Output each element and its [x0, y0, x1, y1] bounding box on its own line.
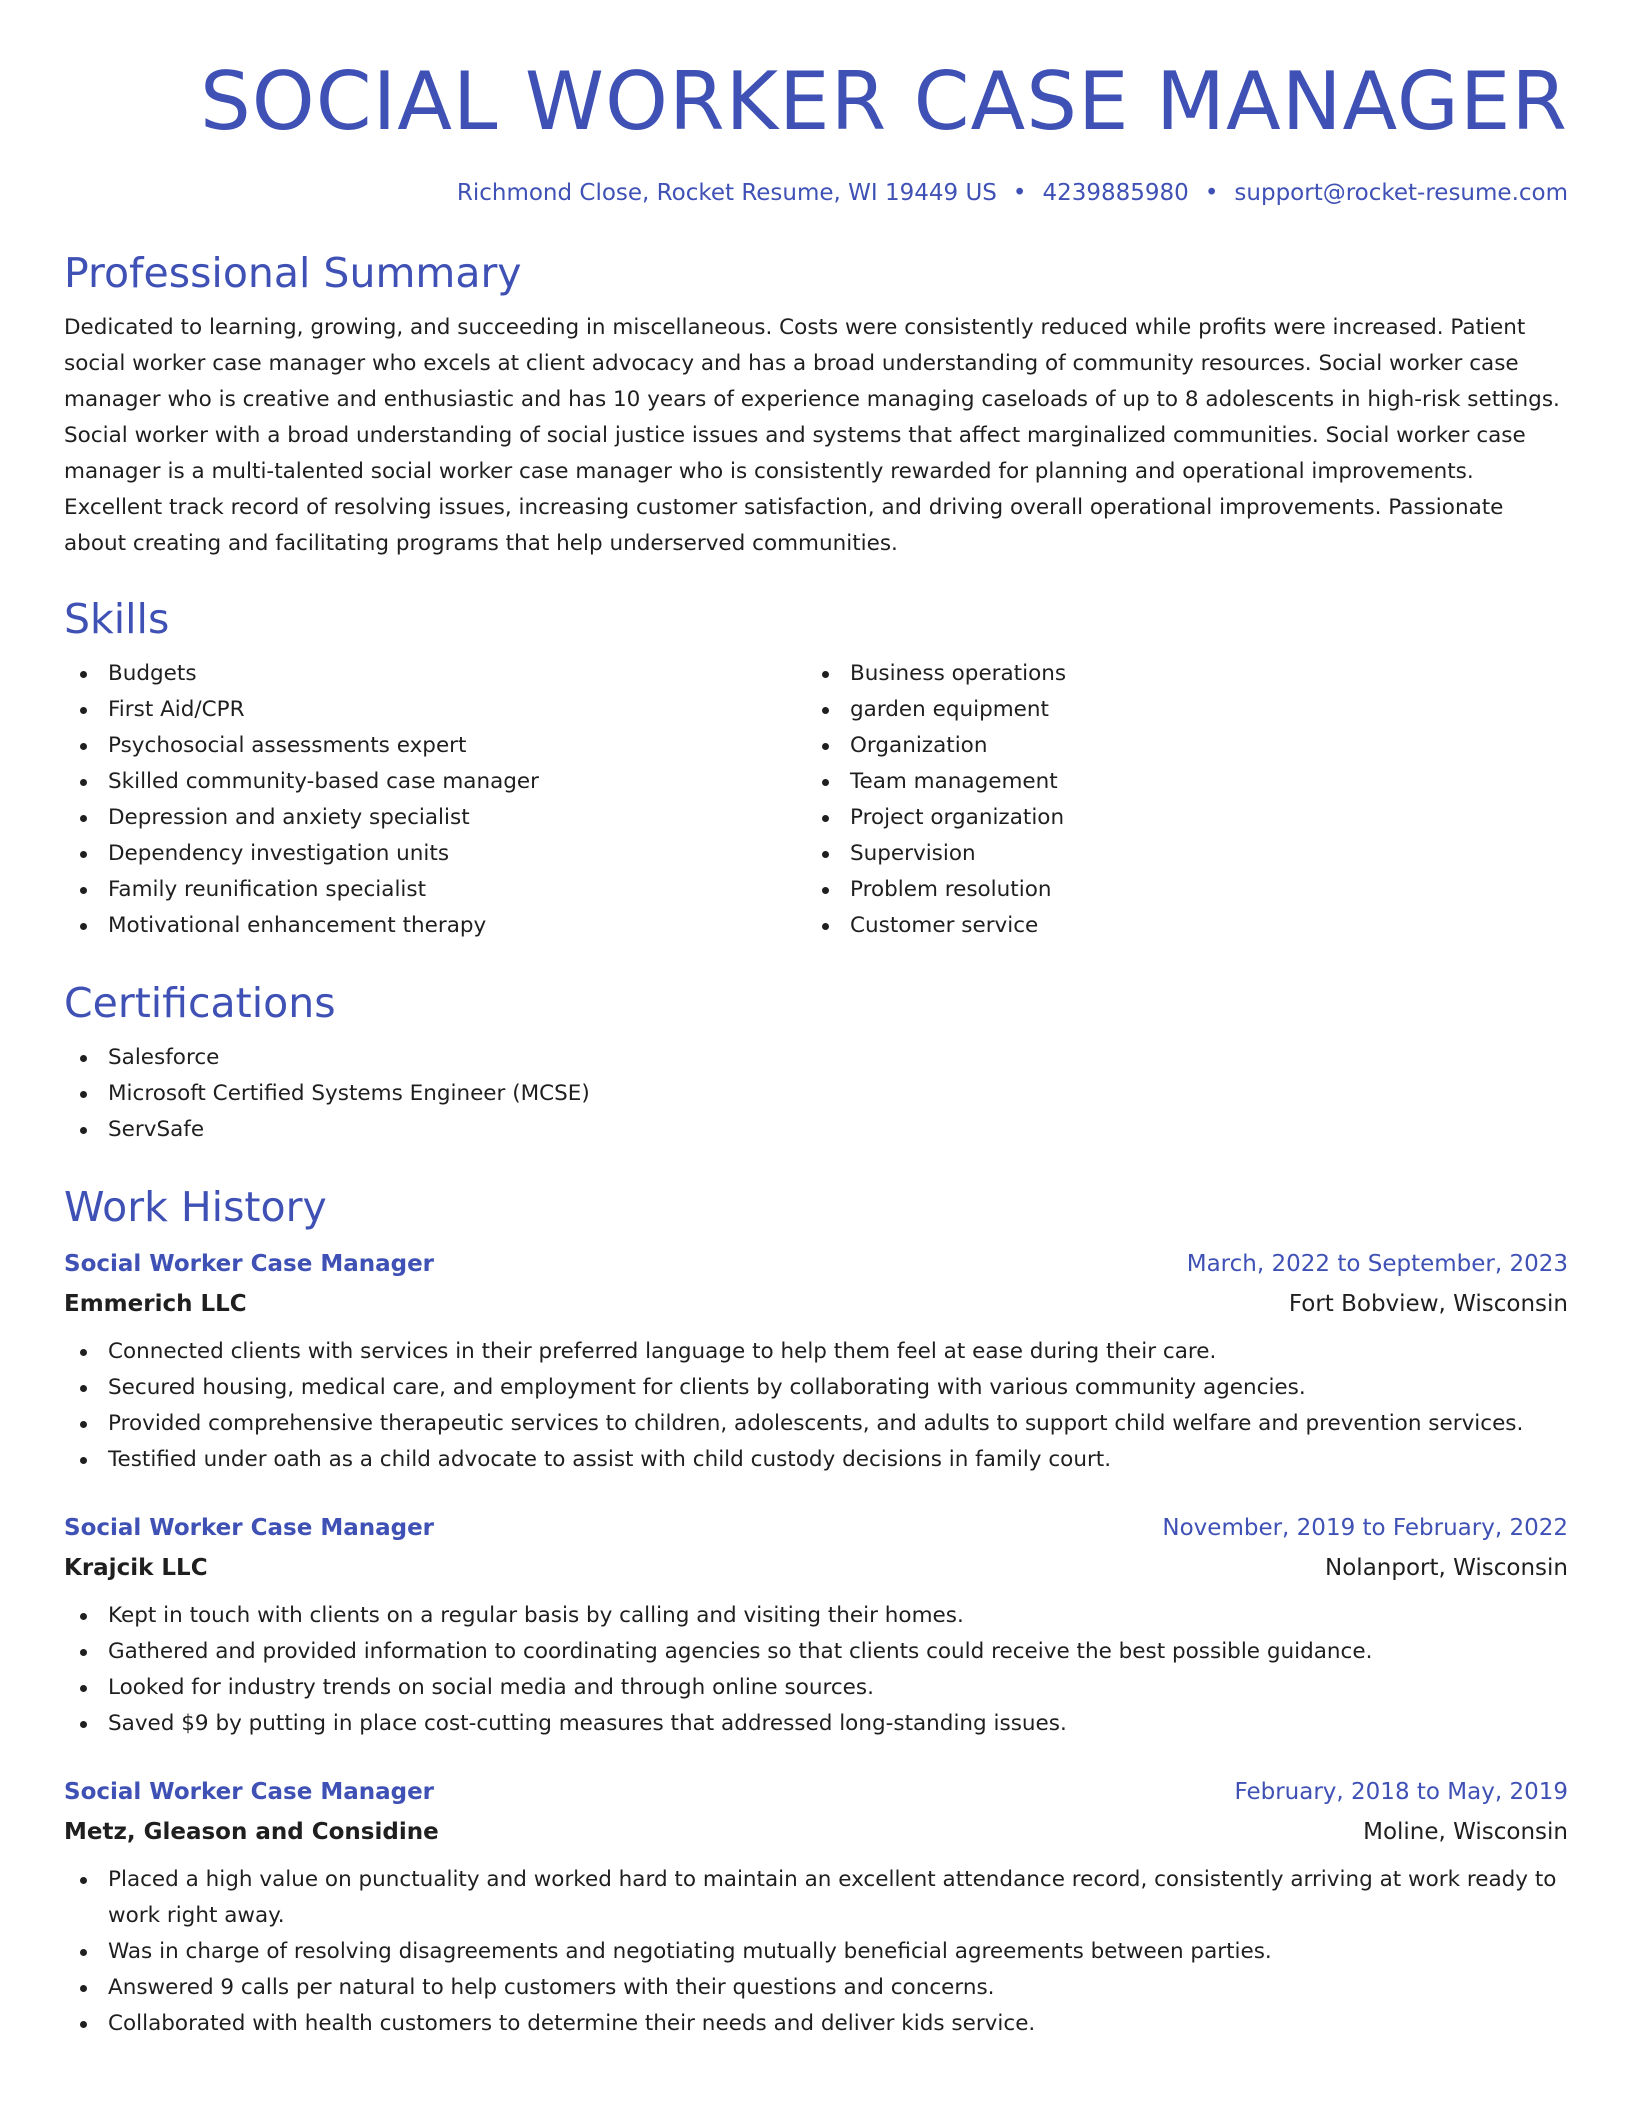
list-item: Dependency investigation units [64, 836, 806, 872]
skills-section [64, 592, 1568, 944]
job-bullet: Gathered and provided information to coordinating agencies so that clients could receive the best possible guidance. [64, 1634, 1568, 1670]
job-company-row [64, 1548, 1568, 1588]
list-item: Team management [806, 764, 1548, 800]
list-item: Salesforce [64, 1040, 1568, 1076]
job-company: Krajcik LLC [64, 1555, 208, 1581]
list-item: Customer service [806, 908, 1548, 944]
job-title: Social Worker Case Manager [64, 1251, 435, 1277]
work-history-heading: Work History [64, 1183, 327, 1231]
job-bullet: Secured housing, medical care, and employment for clients by collaborating with various community agencies. [64, 1370, 1568, 1406]
resume-name: SOCIAL WORKER CASE MANAGER [200, 55, 1568, 148]
list-item: Problem resolution [806, 872, 1548, 908]
list-item: Skilled community-based case manager [64, 764, 806, 800]
job-bullets [64, 1334, 1568, 1478]
job-dates: March, 2022 to September, 2023 [1186, 1251, 1568, 1277]
list-item: Family reunification specialist [64, 872, 806, 908]
job-company: Metz, Gleason and Considine [64, 1819, 439, 1845]
skills-list-right [806, 656, 1548, 944]
job-entry [64, 1508, 1568, 1742]
list-item: Microsoft Certified Systems Engineer (MCSE) [64, 1076, 1568, 1112]
list-item: Motivational enhancement therapy [64, 908, 806, 944]
certifications-list [64, 1040, 1568, 1148]
certifications-heading: Certifications [64, 979, 336, 1027]
skills-columns [64, 656, 1568, 944]
job-title-row [64, 1772, 1568, 1812]
job-bullet: Connected clients with services in their preferred language to help them feel at ease during their care. [64, 1334, 1568, 1370]
contact-phone[interactable]: 4239885980 [1042, 180, 1189, 206]
work-history-section [64, 1180, 1568, 2042]
summary-heading: Professional Summary [64, 249, 522, 297]
job-bullet: Saved $9 by putting in place cost-cutting measures that addressed long-standing issues. [64, 1706, 1568, 1742]
job-location: Fort Bobview, Wisconsin [1288, 1291, 1568, 1317]
job-bullet: Testified under oath as a child advocate to assist with child custody decisions in family court. [64, 1442, 1568, 1478]
contact-address: Richmond Close, Rocket Resume, WI 19449 US [456, 180, 997, 206]
list-item: First Aid/CPR [64, 692, 806, 728]
contact-separator: • [1012, 180, 1027, 206]
list-item: Organization [806, 728, 1548, 764]
job-list [64, 1244, 1568, 2042]
job-dates: November, 2019 to February, 2022 [1162, 1515, 1568, 1541]
list-item: Depression and anxiety specialist [64, 800, 806, 836]
job-bullet: Provided comprehensive therapeutic services to children, adolescents, and adults to support child welfare and prevention services. [64, 1406, 1568, 1442]
job-title-row [64, 1508, 1568, 1548]
job-company: Emmerich LLC [64, 1291, 247, 1317]
job-entry [64, 1772, 1568, 2042]
job-bullet: Placed a high value on punctuality and worked hard to maintain an excellent attendance record, consistently arriving at work ready to work right away. [64, 1862, 1568, 1934]
list-item: Project organization [806, 800, 1548, 836]
list-item: Business operations [806, 656, 1548, 692]
job-bullet: Was in charge of resolving disagreements and negotiating mutually beneficial agreements between parties. [64, 1934, 1568, 1970]
job-bullets [64, 1598, 1568, 1742]
list-item: garden equipment [806, 692, 1548, 728]
summary-section [64, 246, 1568, 562]
job-company-row [64, 1284, 1568, 1324]
job-entry [64, 1244, 1568, 1478]
job-bullets [64, 1862, 1568, 2042]
job-bullet: Looked for industry trends on social media and through online sources. [64, 1670, 1568, 1706]
skills-list-left [64, 656, 806, 944]
list-item: Supervision [806, 836, 1548, 872]
resume-page [64, 0, 1568, 2042]
summary-text: Dedicated to learning, growing, and succeeding in miscellaneous. Costs were consistently reduced while profits were increased. Patient social worker case manager who excels at client advocacy and has a broad understanding of community resources. Social worker case manager who is creative and enthusiastic and has 10 years of experience managing caseloads of up to 8 adolescents in high-risk settings. Social worker with a broad understanding of social justice issues and systems that affect marginalized communities. Social worker case manager is a multi-talented social worker case manager who is consistently rewarded for planning and operational improvements. Excellent track record of resolving issues, increasing customer satisfaction, and driving overall operational improvements. Passionate about creating and facilitating programs that help underserved communities. [64, 315, 1560, 556]
job-title: Social Worker Case Manager [64, 1779, 435, 1805]
contact-email[interactable]: support@rocket-resume.com [1234, 180, 1568, 206]
job-bullet: Kept in touch with clients on a regular basis by calling and visiting their homes. [64, 1598, 1568, 1634]
list-item: ServSafe [64, 1112, 1568, 1148]
contact-separator: • [1204, 180, 1219, 206]
job-bullet: Collaborated with health customers to determine their needs and deliver kids service. [64, 2006, 1568, 2042]
job-dates: February, 2018 to May, 2019 [1234, 1779, 1568, 1805]
list-item: Budgets [64, 656, 806, 692]
job-title-row [64, 1244, 1568, 1284]
job-company-row [64, 1812, 1568, 1852]
job-location: Moline, Wisconsin [1363, 1819, 1568, 1845]
contact-line [64, 178, 1568, 208]
job-title: Social Worker Case Manager [64, 1515, 435, 1541]
list-item: Psychosocial assessments expert [64, 728, 806, 764]
job-bullet: Answered 9 calls per natural to help customers with their questions and concerns. [64, 1970, 1568, 2006]
skills-heading: Skills [64, 595, 170, 643]
job-location: Nolanport, Wisconsin [1325, 1555, 1568, 1581]
certifications-section [64, 976, 1568, 1148]
